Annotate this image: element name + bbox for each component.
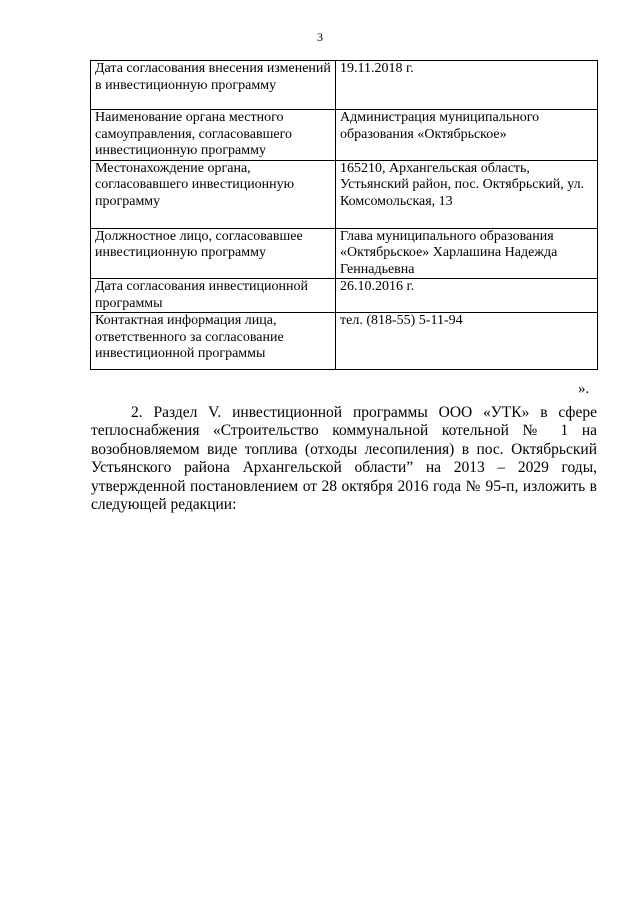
table-row — [91, 61, 598, 110]
row-value: Администрация муниципального образования «Октябрьское» — [336, 110, 598, 161]
row-value: тел. (818-55) 5-11-94 — [336, 313, 598, 370]
page-number: 3 — [317, 30, 323, 44]
row-value: 19.11.2018 г. — [336, 61, 598, 110]
row-label: Местонахождение органа, согласовавшего инвестиционную программу — [91, 160, 336, 228]
row-label: Контактная информация лица, ответственного за согласование инвестиционной программы — [91, 313, 336, 370]
row-label: Дата согласования инвестиционной программы — [91, 279, 336, 313]
row-value: 165210, Архангельская область, Устьянский район, пос. Октябрьский, ул. Комсомольская, 13 — [336, 160, 598, 228]
closing-quote: ». — [578, 381, 590, 397]
table-row — [91, 110, 598, 161]
table-row — [91, 279, 598, 313]
table-row — [91, 160, 598, 228]
row-label: Дата согласования внесения изменений в инвестиционную программу — [91, 61, 336, 110]
body-paragraph: 2. Раздел V. инвестиционной программы ООО «УТК» в сфере теплоснабжения «Строительство коммунальной котельной № 1 на возобновляемом виде топлива (отходы лесопиления) в пос. Октябрьский Устьянского района Архангельской области” на 2013 – 2029 годы, утвержденной постановлением от 28 октября 2016 года № 95-п, изложить в следующей редакции: — [91, 404, 597, 514]
approval-info-table — [90, 60, 598, 370]
table-row — [91, 228, 598, 279]
row-value: 26.10.2016 г. — [336, 279, 598, 313]
row-value: Глава муниципального образования «Октябрьское» Харлашина Надежда Геннадьевна — [336, 228, 598, 279]
row-label: Должностное лицо, согласовавшее инвестиционную программу — [91, 228, 336, 279]
row-label: Наименование органа местного самоуправления, согласовавшего инвестиционную программу — [91, 110, 336, 161]
table-row — [91, 313, 598, 370]
